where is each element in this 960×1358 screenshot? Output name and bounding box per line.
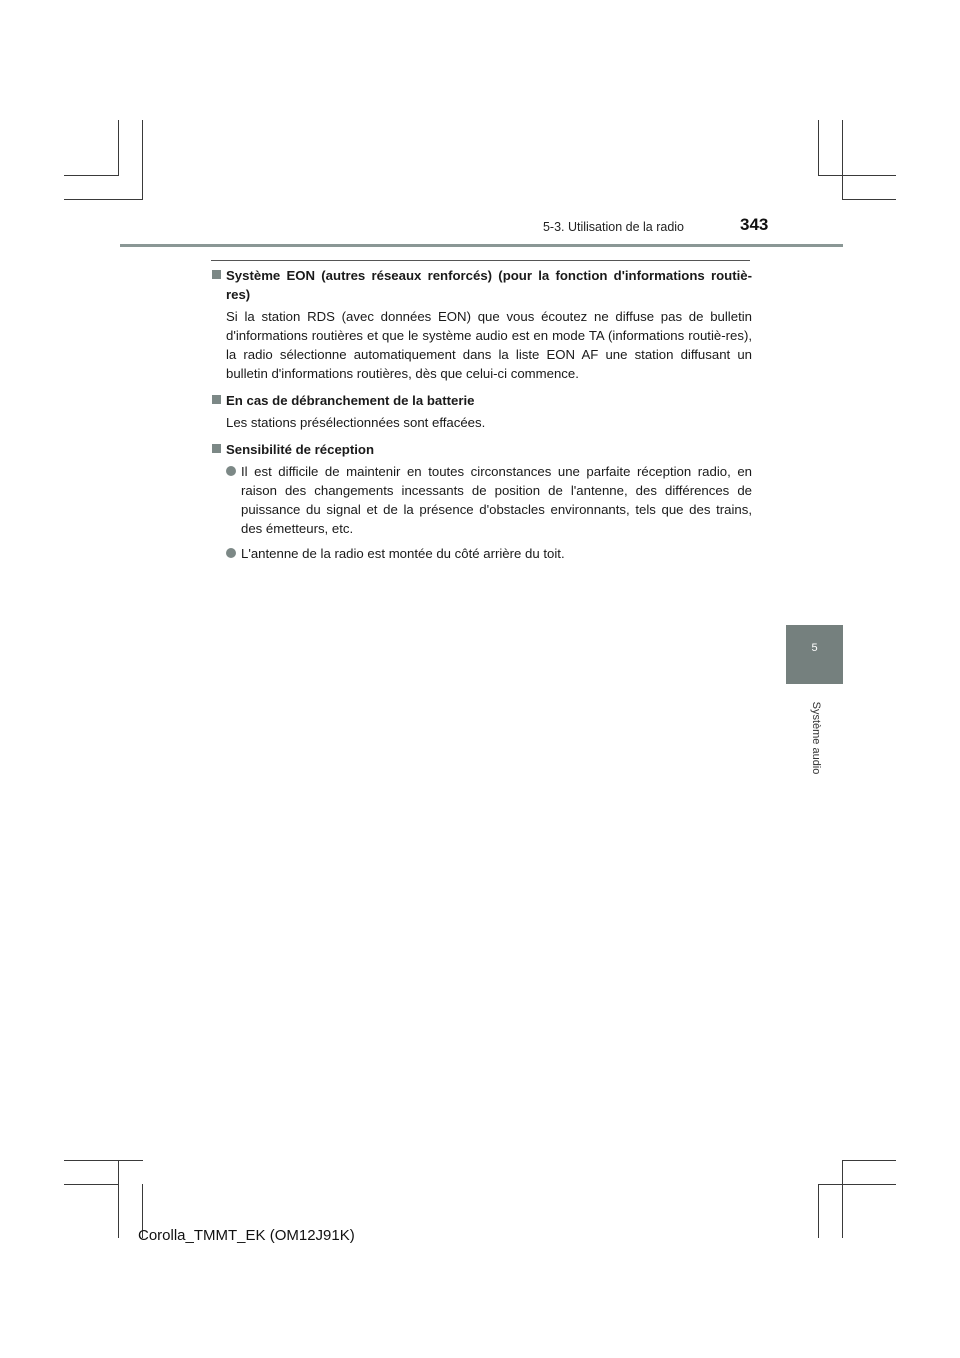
section-eon (210, 266, 752, 383)
crop-mark (842, 199, 896, 200)
page-content (210, 266, 752, 571)
crop-mark (818, 1184, 896, 1185)
crop-mark (842, 120, 843, 200)
crop-mark (842, 1160, 896, 1161)
list-item (226, 544, 752, 563)
section-sensitivity (210, 440, 752, 563)
section-body: Les stations présélectionnées sont effacées. (226, 415, 486, 430)
section-heading (210, 391, 752, 410)
crop-mark (818, 175, 896, 176)
chapter-tab (786, 625, 843, 684)
section-battery (210, 391, 752, 432)
section-body: Si la station RDS (avec données EON) que vous écoutez ne diffuse pas de bulletin d'informations routières et que le système audio est en mode TA (informations routiè-res), la radio sélectionne automatiquement dans la liste EON AF une station diffusant un bulletin d'informations routières, dès que celui-ci commence. (226, 309, 752, 381)
section-heading (210, 440, 752, 459)
header-rule (120, 244, 843, 247)
square-bullet-icon (212, 444, 221, 453)
section-title: 5-3. Utilisation de la radio (542, 220, 684, 234)
square-bullet-icon (212, 395, 221, 404)
crop-mark (64, 175, 119, 176)
footer-code: Corolla_TMMT_EK (OM12J91K) (138, 1227, 355, 1244)
crop-mark (64, 199, 143, 200)
crop-mark (64, 1184, 119, 1185)
list-item (226, 462, 752, 538)
square-bullet-icon (212, 270, 221, 279)
section-heading-text: Sensibilité de réception (226, 442, 375, 457)
list-item-text: Il est difficile de maintenir en toutes circonstances une parfaite réception radio, en raison des changements incessants de position de l'antenne, des différences de puissance du signal et de la présence d'obstacles environnants, tels que des trains, des émetteurs, etc. (241, 464, 752, 536)
content-rule (211, 260, 750, 261)
crop-mark (64, 1160, 143, 1161)
circle-bullet-icon (226, 466, 236, 476)
crop-mark (818, 120, 819, 176)
crop-mark (118, 1160, 119, 1238)
crop-mark (118, 120, 119, 176)
section-heading-text: En cas de débranchement de la batterie (226, 393, 475, 408)
chapter-label: Système audio (810, 701, 822, 775)
crop-mark (818, 1184, 819, 1238)
circle-bullet-icon (226, 548, 236, 558)
section-heading-text: Système EON (autres réseaux renforcés) (pour la fonction d'informations routiè-res) (226, 268, 752, 302)
crop-mark (142, 120, 143, 200)
page-number: 343 (740, 215, 769, 234)
chapter-number: 5 (811, 642, 818, 654)
crop-mark (842, 1160, 843, 1238)
section-heading (210, 266, 752, 304)
list-item-text: L'antenne de la radio est montée du côté arrière du toit. (241, 546, 565, 561)
